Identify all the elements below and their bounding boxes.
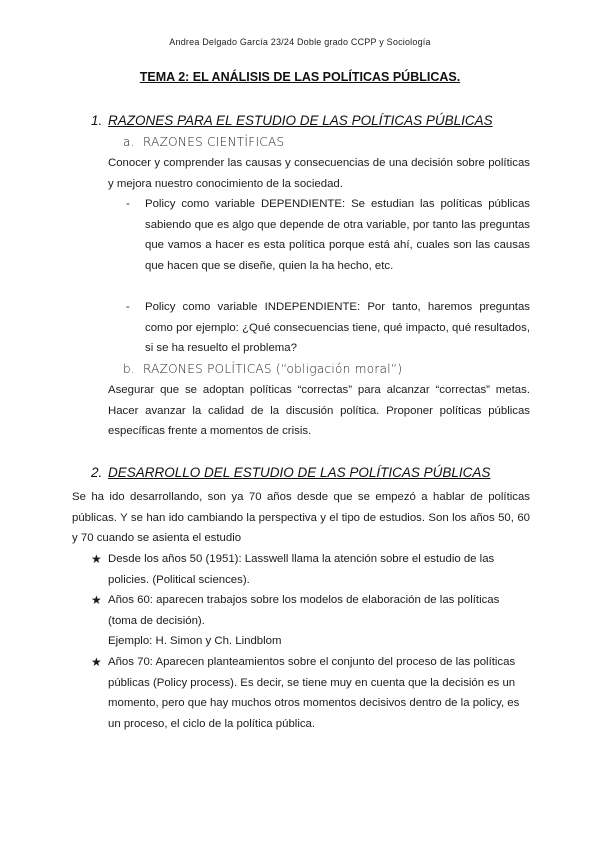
dash-bullet: - — [126, 198, 130, 210]
section-1-number: 1. — [91, 113, 103, 128]
timeline-item-50s: Desde los años 50 (1951): Lasswell llama la atención sobre el estudio de las policies. (Political sciences). — [108, 553, 495, 586]
section-1-heading — [91, 113, 493, 128]
page-header: Andrea Delgado García 23/24 Doble grado CCPP y Sociología — [169, 37, 431, 47]
subsection-b-title: RAZONES POLÍTICAS (“obligación moral”) — [143, 362, 403, 376]
star-bullet-icon: ★ — [91, 552, 102, 566]
star-bullet-icon: ★ — [91, 655, 102, 669]
section-2-number: 2. — [91, 465, 103, 480]
subsection-a-title: RAZONES CIENTÍFICAS — [143, 135, 285, 149]
subsection-b-heading — [123, 362, 402, 376]
section-2-title: DESARROLLO DEL ESTUDIO DE LAS POLÍTICAS PÚBLICAS — [108, 465, 491, 480]
dependent-variable-text: Policy como variable DEPENDIENTE: Se estudian las políticas públicas sabiendo que es algo que depende de otra variable, por tanto las preguntas que vamos a hacer es esta política porque está ahí, cuales son las causas que hacen que se diseñe, quien la ha hecho, etc. — [145, 198, 530, 272]
timeline-item-60s: Años 60: aparecen trabajos sobre los modelos de elaboración de las políticas (toma de decisión). — [108, 594, 500, 627]
star-bullet-icon: ★ — [91, 593, 102, 607]
timeline-item-70s: Años 70: Aparecen planteamientos sobre el conjunto del proceso de las políticas públicas (Policy process). Es decir, se tiene muy en cuenta que la decisión es un momento, pero que hay muchos otros momentos decisivos dentro de la policy, es un proceso, el ciclo de la política pública. — [108, 656, 520, 730]
paragraph-scientific-intro: Conocer y comprender las causas y consecuencias de una decisión sobre políticas y mejora nuestro conocimiento de la sociedad. — [108, 157, 530, 190]
section-1-title: RAZONES PARA EL ESTUDIO DE LAS POLÍTICAS PÚBLICAS — [108, 113, 493, 128]
timeline-item-60s-example: Ejemplo: H. Simon y Ch. Lindblom — [108, 635, 282, 647]
paragraph-political-reasons: Asegurar que se adoptan políticas “correctas” para alcanzar “correctas” metas. Hacer avanzar la calidad de la discusión política. Proponer políticas públicas específicas frente a momentos de crisis. — [108, 384, 530, 437]
page-title: TEMA 2: EL ANÁLISIS DE LAS POLÍTICAS PÚBLICAS. — [139, 70, 461, 84]
subsection-b-letter: b. — [123, 362, 136, 376]
paragraph-development-intro: Se ha ido desarrollando, son ya 70 años desde que se empezó a hablar de políticas públicas. Y se han ido cambiando la perspectiva y el tipo de estudios. Son los años 50, 60 y 70 cuando se asienta el estudio — [72, 491, 530, 544]
section-2-heading — [91, 465, 490, 480]
independent-variable-text: Policy como variable INDEPENDIENTE: Por tanto, haremos preguntas como por ejemplo: ¿Qué consecuencias tiene, qué impacto, qué resultados, si se ha resuelto el problema? — [145, 301, 530, 354]
subsection-a-letter: a. — [123, 135, 135, 149]
dash-bullet: - — [126, 301, 130, 313]
subsection-a-heading — [123, 135, 284, 149]
